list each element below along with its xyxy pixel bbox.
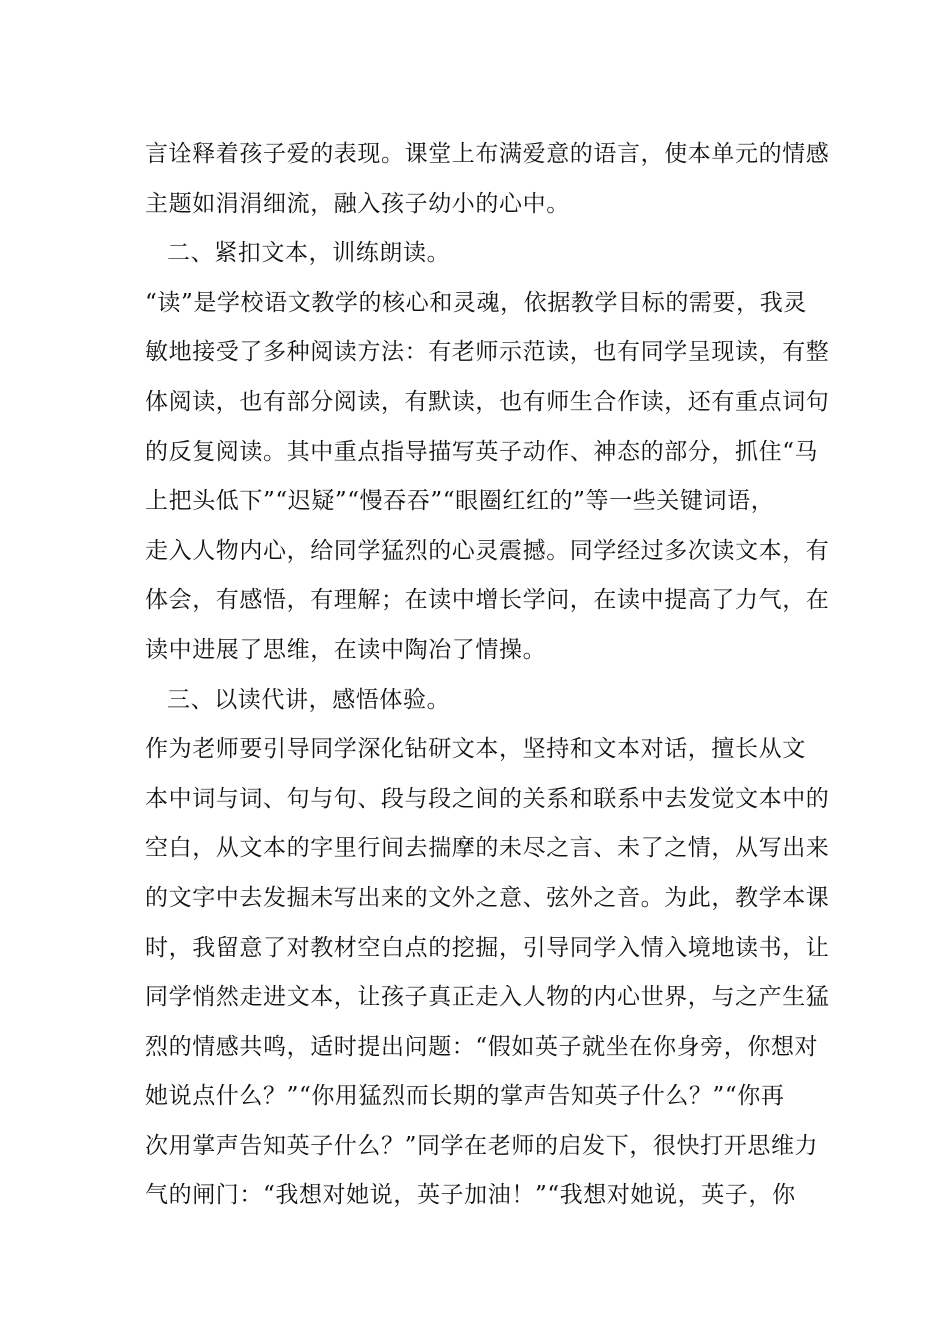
text-line: 次用掌声告知英子什么？”同学在老师的启发下，很快打开思维力 [145,1132,819,1159]
section-heading: 三、以读代讲，感悟体验。 [167,686,451,713]
text-line: 她说点什么？”“你用猛烈而长期的掌声告知英子什么？”“你再 [145,1083,785,1110]
text-line: 本中词与词、句与句、段与段之间的关系和联系中去发觉文本中的 [145,785,830,812]
text-line: 的文字中去发掘未写出来的文外之意、弦外之音。为此，教学本课 [145,884,830,911]
text-line: 空白，从文本的字里行间去揣摩的未尽之言、未了之情，从写出来 [145,835,830,862]
text-line: 言诠释着孩子爱的表现。课堂上布满爱意的语言，使本单元的情感 [145,141,830,167]
text-line: 体会，有感悟，有理解；在读中增长学问，在读中提高了力气，在 [145,587,830,614]
body-text [145,130,845,1221]
text-line: 烈的情感共鸣，适时提出问题：“假如英子就坐在你身旁，你想对 [145,1033,819,1060]
text-line: 的反复阅读。其中重点指导描写英子动作、神态的部分，抓住“马 [145,438,819,465]
text-line: 同学悄然走进文本，让孩子真正走入人物的内心世界，与之产生猛 [145,984,830,1011]
text-line: 作为老师要引导同学深化钻研文本，坚持和文本对话，擅长从文 [145,736,806,763]
text-line: 走入人物内心，给同学猛烈的心灵震撼。同学经过多次读文本，有 [145,537,830,564]
text-line: 时，我留意了对教材空白点的挖掘，引导同学入情入境地读书，让 [145,934,830,961]
text-line: 读中进展了思维，在读中陶冶了情操。 [145,636,547,663]
section-heading: 二、紧扣文本，训练朗读。 [167,240,451,267]
text-line: 主题如涓涓细流，融入孩子幼小的心中。 [145,190,570,217]
text-line: 敏地接受了多种阅读方法：有老师示范读，也有同学呈现读，有整 [145,339,830,366]
text-line: 体阅读，也有部分阅读，有默读，也有师生合作读，还有重点词句 [145,388,830,415]
text-line: “读”是学校语文教学的核心和灵魂，依据教学目标的需要，我灵 [145,289,807,316]
text-line: 上把头低下”“迟疑”“慢吞吞”“眼圈红红的”等一些关键词语， [145,488,775,515]
text-line: 气的闸门：“我想对她说，英子加油！”“我想对她说，英子，你 [145,1182,796,1209]
